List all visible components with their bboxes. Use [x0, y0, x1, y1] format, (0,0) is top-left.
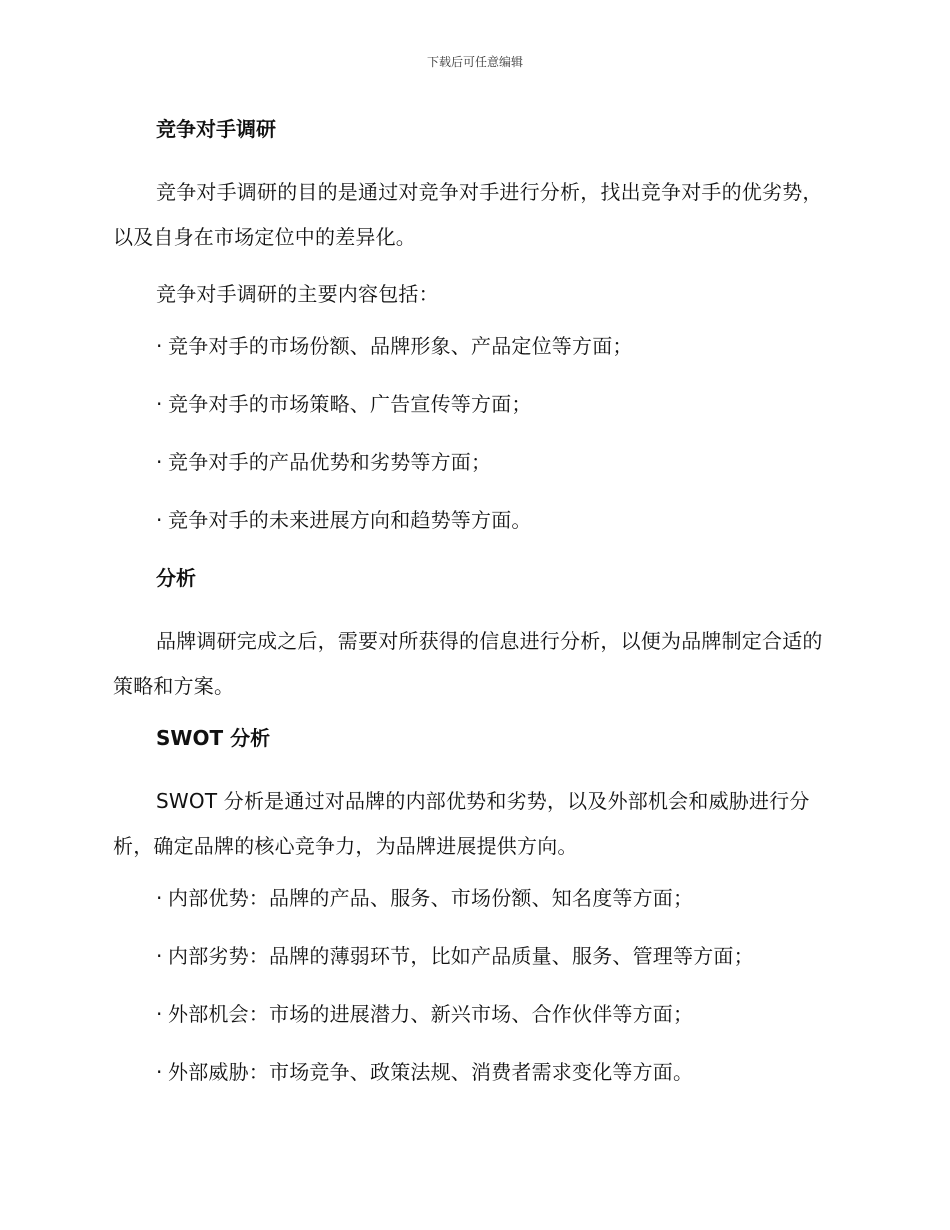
list-item-competitor: [113, 503, 833, 537]
list-item-competitor: [113, 387, 833, 421]
list-item-text: 竞争对手的市场份额、品牌形象、产品定位等方面；: [168, 334, 633, 358]
heading-swot: SWOT 分析: [156, 726, 271, 750]
list-item-text: 内部优势：品牌的产品、服务、市场份额、知名度等方面；: [168, 886, 694, 910]
list-item-text: 内部劣势：品牌的薄弱环节，比如产品质量、服务、管理等方面；: [168, 944, 754, 968]
paragraph-analysis: 品牌调研完成之后，需要对所获得的信息进行分析，以便为品牌制定合适的策略和方案。: [113, 629, 823, 698]
list-item-text: 外部威胁：市场竞争、政策法规、消费者需求变化等方面。: [168, 1060, 694, 1084]
paragraph-competitor-content-intro: 竞争对手调研的主要内容包括：: [156, 282, 439, 306]
bullet-icon: ·: [156, 450, 163, 474]
list-item-text: 外部机会：市场的进展潜力、新兴市场、合作伙伴等方面；: [168, 1002, 694, 1026]
list-item-swot: [113, 881, 833, 915]
heading-competitor: 竞争对手调研: [156, 117, 276, 141]
list-item-text: 竞争对手的市场策略、广告宣传等方面；: [168, 392, 532, 416]
list-item-competitor: [113, 329, 833, 363]
list-item-text: 竞争对手的产品优势和劣势等方面；: [168, 450, 492, 474]
paragraph-swot: SWOT 分析是通过对品牌的内部优势和劣势，以及外部机会和威胁进行分析，确定品牌的核心竞争力，为品牌进展提供方向。: [113, 789, 810, 858]
list-item-swot: [113, 939, 833, 973]
list-item-swot: [113, 997, 833, 1031]
list-item-swot: [113, 1055, 833, 1089]
bullet-icon: ·: [156, 1060, 163, 1084]
list-item-text: 竞争对手的未来进展方向和趋势等方面。: [168, 508, 532, 532]
bullet-icon: ·: [156, 886, 163, 910]
bullet-icon: ·: [156, 334, 163, 358]
bullet-icon: ·: [156, 1002, 163, 1026]
bullet-icon: ·: [156, 944, 163, 968]
header-note: 下载后可任意编辑: [426, 55, 523, 69]
paragraph-competitor-purpose: 竞争对手调研的目的是通过对竞争对手进行分析，找出竞争对手的优劣势，以及自身在市场定位中的差异化。: [113, 180, 823, 249]
heading-analysis: 分析: [156, 566, 196, 590]
bullet-icon: ·: [156, 508, 163, 532]
bullet-icon: ·: [156, 392, 163, 416]
list-item-competitor: [113, 445, 833, 479]
document-body: [113, 112, 833, 1113]
